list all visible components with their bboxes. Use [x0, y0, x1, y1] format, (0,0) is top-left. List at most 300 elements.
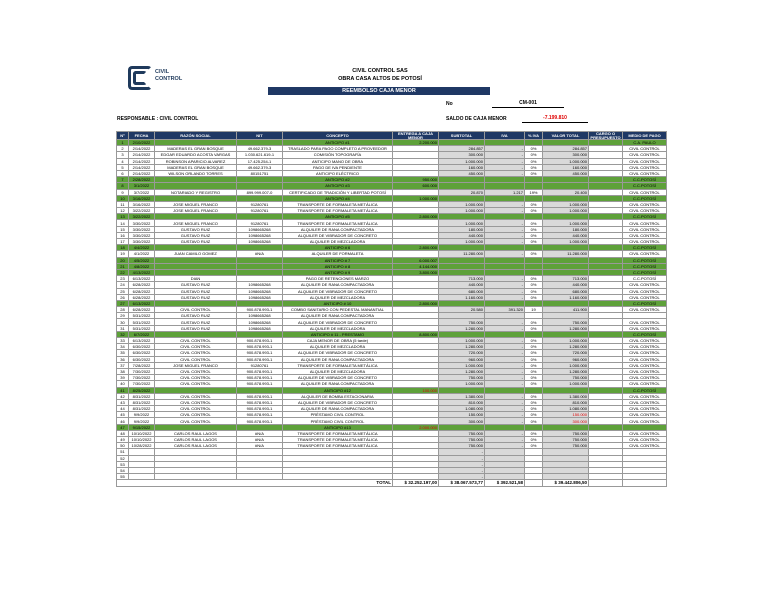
row-nit: 91280761	[237, 201, 283, 207]
row-razon-social: CIVIL CONTROL	[155, 338, 237, 344]
row-nit: 17.425.254-1	[237, 158, 283, 164]
logo-mark-inner	[133, 71, 147, 85]
row-number: 9	[117, 189, 129, 195]
project-name: OBRA CASA ALTOS DE POTOSÍ	[338, 76, 422, 82]
row-subtotal: 20.870	[439, 189, 485, 195]
row-concepto: ALQUILER DE MEZCLADORA	[283, 294, 393, 300]
row-iva: 391.320	[485, 307, 525, 313]
row-date: 3/16/2022	[129, 195, 155, 201]
row-date: 6/13/2022	[129, 300, 155, 306]
row-subtotal: 750.000	[439, 437, 485, 443]
row-concepto: ALQUILER DE RANA COMPACTADORA	[283, 356, 393, 362]
row-nit: 1098665268	[237, 282, 283, 288]
row-medio-pago: C.A. PAULO	[623, 140, 667, 146]
ledger-table	[116, 131, 667, 487]
row-iva: -	[485, 362, 525, 368]
row-concepto: ANTICIPO MANO DE OBRA	[283, 158, 393, 164]
row-concepto: TRASLADO PARA PAGO COMPLETO A PROVEEDOR	[283, 146, 393, 152]
row-date: 2/14/2022	[129, 152, 155, 158]
row-medio-pago: CIVIL CONTROL	[623, 406, 667, 412]
row-iva-percent: 0%	[525, 430, 543, 436]
row-razon-social: DIAN	[155, 276, 237, 282]
row-razon-social: GUSTAVO RUIZ	[155, 319, 237, 325]
row-valor-total: 440.000	[543, 232, 589, 238]
row-razon-social: GUSTAVO RUIZ	[155, 313, 237, 319]
row-iva: -	[485, 232, 525, 238]
row-concepto: ANTICIPO ELÉCTRICO	[283, 170, 393, 176]
row-razon-social: MADERAS EL GRAN BOSQUE	[155, 164, 237, 170]
row-iva: -	[485, 338, 525, 344]
row-medio-pago: CIVIL CONTROL	[623, 412, 667, 418]
row-valor-total: 680.000	[543, 288, 589, 294]
row-entrega: 2.800.000	[393, 245, 439, 251]
row-subtotal: 750.000	[439, 430, 485, 436]
row-medio-pago: CIVIL CONTROL	[623, 288, 667, 294]
row-subtotal: 750.000	[439, 319, 485, 325]
row-medio-pago: CIVIL CONTROL	[623, 294, 667, 300]
row-concepto: TRANSPORTE DE FORMALETA METÁLICA	[283, 362, 393, 368]
row-subtotal: 1.000.000	[439, 338, 485, 344]
row-date: 6/30/2022	[129, 356, 155, 362]
row-valor-total: 180.000	[543, 226, 589, 232]
row-valor-total: 20.400	[543, 189, 589, 195]
row-number: 32	[117, 331, 129, 337]
row-valor-total: 720.000	[543, 350, 589, 356]
row-number: 41	[117, 387, 129, 393]
row-number: 8	[117, 183, 129, 189]
row-iva-percent: 0%	[525, 437, 543, 443]
row-number: 13	[117, 214, 129, 220]
row-subtotal: 11.280.000	[439, 251, 485, 257]
row-concepto: PRÉSTAMO CIVIL CONTROL	[283, 418, 393, 424]
row-medio-pago: CIVIL CONTROL	[623, 282, 667, 288]
row-entrega: 1.000.000	[393, 195, 439, 201]
row-date: 6/7/2022	[129, 331, 155, 337]
row-concepto: ALQUILER DE MEZCLADORA	[283, 344, 393, 350]
row-valor-total: 1.000.000	[543, 381, 589, 387]
row-nit: 1098665268	[237, 288, 283, 294]
row-nit: 1098665268	[237, 232, 283, 238]
row-number: 6	[117, 170, 129, 176]
row-iva: -	[485, 381, 525, 387]
row-iva-percent: 0%	[525, 368, 543, 374]
row-number: 17	[117, 239, 129, 245]
row-iva-percent: 0%	[525, 443, 543, 449]
row-nit: 1098665268	[237, 325, 283, 331]
row-medio-pago: C.C.POTOSÍ	[623, 257, 667, 263]
row-medio-pago: CIVIL CONTROL	[623, 239, 667, 245]
column-header: VALOR TOTAL	[543, 132, 589, 140]
row-date: 10/10/2022	[129, 437, 155, 443]
row-number: 20	[117, 257, 129, 263]
row-date: 6/13/2022	[129, 338, 155, 344]
row-medio-pago: CIVIL CONTROL	[623, 362, 667, 368]
row-iva-percent: 0%	[525, 294, 543, 300]
totals-row	[117, 480, 667, 486]
row-iva: -	[485, 158, 525, 164]
row-date: 4/1/2022	[129, 251, 155, 257]
row-iva-percent: 0%	[525, 288, 543, 294]
row-concepto: ANTICIPO # 6	[283, 245, 393, 251]
row-iva: -	[485, 443, 525, 449]
row-number: 54	[117, 467, 129, 473]
row-concepto: PAGO DE RETENCIONES MARZO	[283, 276, 393, 282]
row-medio-pago: C.C.POTOSÍ	[623, 177, 667, 183]
row-iva: -	[485, 239, 525, 245]
row-valor-total: 1.000.000	[543, 362, 589, 368]
row-valor-total: 810.000	[543, 399, 589, 405]
row-entrega: 2.000.000	[393, 424, 439, 430]
row-nit: 900.878.993-1	[237, 338, 283, 344]
row-razon-social: GUSTAVO RUIZ	[155, 288, 237, 294]
column-header: MEDIO DE PAGO	[623, 132, 667, 140]
column-header: % IVA	[525, 132, 543, 140]
row-subtotal: 300.000	[439, 152, 485, 158]
row-number: 5	[117, 164, 129, 170]
row-nit: 900.878.993-1	[237, 381, 283, 387]
row-razon-social: JOSE MIGUEL FRANCO	[155, 362, 237, 368]
row-entrega: 2.200.000	[393, 140, 439, 146]
row-iva-percent: 0%	[525, 350, 543, 356]
row-valor-total: 1.000.000	[543, 220, 589, 226]
row-concepto: ANTICIPO #5	[283, 214, 393, 220]
row-subtotal: -	[439, 461, 485, 467]
row-number: 46	[117, 418, 129, 424]
row-number: 45	[117, 412, 129, 418]
row-medio-pago: CIVIL CONTROL	[623, 232, 667, 238]
row-nit: 900.878.993-1	[237, 368, 283, 374]
row-date: 2/14/2022	[129, 158, 155, 164]
row-nit: 900.878.993-1	[237, 344, 283, 350]
row-valor-total: 450.000	[543, 170, 589, 176]
row-razon-social: MADERAS EL GRAN BOSQUE	[155, 146, 237, 152]
row-subtotal: 1.160.000	[439, 294, 485, 300]
row-valor-total: 1.280.000	[543, 325, 589, 331]
row-valor-total: 750.000	[543, 430, 589, 436]
row-medio-pago: CIVIL CONTROL	[623, 393, 667, 399]
row-razon-social: CIVIL CONTROL	[155, 344, 237, 350]
row-date: 4/4/2022	[129, 245, 155, 251]
row-iva: -	[485, 399, 525, 405]
row-entrega: 2.800.000	[393, 300, 439, 306]
total-iva: $ 392.521,58	[485, 480, 525, 486]
row-valor-total: 960.000	[543, 356, 589, 362]
row-subtotal: -	[439, 455, 485, 461]
column-header: ENTREGA A CAJA MENOR	[393, 132, 439, 140]
row-iva-percent: 0%	[525, 276, 543, 282]
row-number: 53	[117, 461, 129, 467]
row-iva: -	[485, 201, 525, 207]
row-valor-total: 411.900	[543, 307, 589, 313]
column-header: FECHA	[129, 132, 155, 140]
row-nit: 899.999.007-0	[237, 189, 283, 195]
row-subtotal: 160.000	[439, 164, 485, 170]
row-razon-social: CIVIL CONTROL	[155, 350, 237, 356]
row-entrega: 6.000.007	[393, 257, 439, 263]
row-date: 6/28/2022	[129, 282, 155, 288]
row-date: 3/30/2022	[129, 232, 155, 238]
row-subtotal: 720.000	[439, 350, 485, 356]
row-medio-pago: C.C.POTOSÍ	[623, 263, 667, 269]
row-date: 9/15/2022	[129, 424, 155, 430]
row-medio-pago: CIVIL CONTROL	[623, 356, 667, 362]
row-concepto: ALQUILER DE MEZCLADORA	[283, 325, 393, 331]
row-concepto: ANTICIPO #13	[283, 424, 393, 430]
row-medio-pago: CIVIL CONTROL	[623, 344, 667, 350]
row-subtotal: 960.000	[439, 356, 485, 362]
row-medio-pago: CIVIL CONTROL	[623, 251, 667, 257]
row-date: 3/22/2022	[129, 214, 155, 220]
row-subtotal: -	[439, 449, 485, 455]
row-nit: 900.878.993-1	[237, 399, 283, 405]
row-concepto: ALQUILER DE FORMALETA	[283, 251, 393, 257]
row-date: 7/30/2022	[129, 375, 155, 381]
row-nit: #N/A	[237, 430, 283, 436]
row-medio-pago: CIVIL CONTROL	[623, 201, 667, 207]
row-concepto: TRANSPORTE DE FORMALETA METÁLICA	[283, 430, 393, 436]
row-medio-pago: CIVIL CONTROL	[623, 325, 667, 331]
row-concepto: TRANSPORTE DE FORMALETA METÁLICA	[283, 437, 393, 443]
row-concepto: ALQUILER DE VIBRADOR DE CONCRETO	[283, 375, 393, 381]
row-subtotal: 1.000.000	[439, 208, 485, 214]
row-iva: -	[485, 276, 525, 282]
row-subtotal: 750.000	[439, 443, 485, 449]
row-medio-pago: CIVIL CONTROL	[623, 146, 667, 152]
row-medio-pago: CIVIL CONTROL	[623, 443, 667, 449]
row-date: 2/28/2022	[129, 177, 155, 183]
row-razon-social: CIVIL CONTROL	[155, 399, 237, 405]
row-iva: -	[485, 412, 525, 418]
row-number: 51	[117, 449, 129, 455]
row-iva-percent: 0%	[525, 164, 543, 170]
row-medio-pago: CIVIL CONTROL	[623, 220, 667, 226]
row-subtotal: 450.000	[439, 170, 485, 176]
row-iva: -	[485, 208, 525, 214]
row-valor-total: 11.280.000	[543, 251, 589, 257]
row-date: 5/31/2022	[129, 325, 155, 331]
row-concepto: ANTICIPO #12	[283, 387, 393, 393]
row-number: 35	[117, 350, 129, 356]
row-number: 55	[117, 474, 129, 480]
row-number: 30	[117, 319, 129, 325]
row-concepto: ANTICIPO #4	[283, 195, 393, 201]
header-row	[117, 132, 667, 140]
row-iva-percent: 0%	[525, 152, 543, 158]
row-nit: 900.878.993-1	[237, 418, 283, 424]
row-number: 42	[117, 393, 129, 399]
row-subtotal: 150.000	[439, 412, 485, 418]
row-iva-percent: 0%	[525, 239, 543, 245]
row-medio-pago: C.C.POTOSÍ	[623, 387, 667, 393]
row-date: 9/9/2022	[129, 412, 155, 418]
row-number: 21	[117, 263, 129, 269]
row-number: 48	[117, 430, 129, 436]
row-date: 2/14/2022	[129, 170, 155, 176]
row-subtotal: 20.580	[439, 307, 485, 313]
row-entrega: 100.000	[393, 387, 439, 393]
row-nit: 1098665268	[237, 294, 283, 300]
row-nit: 1098665268	[237, 313, 283, 319]
row-iva: -	[485, 152, 525, 158]
row-date: 8/31/2022	[129, 406, 155, 412]
row-razon-social: JUAN CAMILO GOMEZ	[155, 251, 237, 257]
row-razon-social: ROBINSON APARICIO ALVAREZ	[155, 158, 237, 164]
row-number: 34	[117, 344, 129, 350]
row-subtotal: 284.857	[439, 146, 485, 152]
row-iva-percent: 0%	[525, 362, 543, 368]
row-number: 3	[117, 152, 129, 158]
row-date: 5/31/2022	[129, 319, 155, 325]
row-date: 6/30/2022	[129, 350, 155, 356]
row-number: 14	[117, 220, 129, 226]
row-subtotal: 1.000.000	[439, 158, 485, 164]
row-entrega: 600.000	[393, 183, 439, 189]
row-concepto: ALQUILER DE MEZCLADORA	[283, 368, 393, 374]
row-iva-percent: 0%	[525, 381, 543, 387]
row-valor-total: 284.857	[543, 146, 589, 152]
row-date: 6/28/2022	[129, 288, 155, 294]
row-concepto: ALQUILER DE RANA COMPACTADORA	[283, 381, 393, 387]
row-subtotal: 1.280.000	[439, 344, 485, 350]
row-nit: #N/A	[237, 443, 283, 449]
row-concepto: ALQUILER DE BOMBA ESTACIONARIA	[283, 393, 393, 399]
row-concepto: PRÉSTAMO CIVIL CONTROL	[283, 412, 393, 418]
column-header: SUBTOTAL	[439, 132, 485, 140]
document-number: CM-001	[492, 100, 564, 108]
row-number: 38	[117, 368, 129, 374]
row-date: 8/25/2022	[129, 387, 155, 393]
row-number: 50	[117, 443, 129, 449]
row-concepto: TRANSPORTE DE FORMALETA METÁLICA	[283, 208, 393, 214]
row-razon-social: CARLOS RAUL LAGOS	[155, 443, 237, 449]
row-number: 31	[117, 325, 129, 331]
row-medio-pago: C.C.POTOSÍ	[623, 300, 667, 306]
row-razon-social: CIVIL CONTROL	[155, 356, 237, 362]
row-valor-total: 1.380.000	[543, 393, 589, 399]
row-medio-pago: C.C.POTOSÍ	[623, 245, 667, 251]
row-number: 24	[117, 282, 129, 288]
row-iva: -	[485, 356, 525, 362]
row-valor-total: 160.000	[543, 164, 589, 170]
row-subtotal: 750.000	[439, 375, 485, 381]
column-header: RAZÓN SOCIAL	[155, 132, 237, 140]
row-number: 28	[117, 307, 129, 313]
row-iva: -	[485, 437, 525, 443]
row-iva-percent: 0%	[525, 170, 543, 176]
row-subtotal: 1.080.000	[439, 406, 485, 412]
row-number: 16	[117, 232, 129, 238]
column-header: CONCEPTO	[283, 132, 393, 140]
row-medio-pago: C.C.POTOSÍ	[623, 183, 667, 189]
row-number: 27	[117, 300, 129, 306]
row-iva: -	[485, 251, 525, 257]
row-date: 7/28/2022	[129, 362, 155, 368]
column-header: CARGO O PRESUPUESTO	[590, 131, 621, 140]
row-iva-percent: 0%	[525, 146, 543, 152]
row-razon-social: CARLOS RAUL LAGOS	[155, 437, 237, 443]
row-medio-pago: CIVIL CONTROL	[623, 368, 667, 374]
total-label: TOTAL	[117, 480, 393, 486]
row-date: 8/31/2022	[129, 399, 155, 405]
row-iva-percent: 0%	[525, 251, 543, 257]
row-concepto: ALQUILER DE VIBRADOR DE CONCRETO	[283, 350, 393, 356]
row-date: 3/7/2022	[129, 189, 155, 195]
row-medio-pago: CIVIL CONTROL	[623, 226, 667, 232]
row-medio-pago: CIVIL CONTROL	[623, 208, 667, 214]
row-date: 7/30/2022	[129, 381, 155, 387]
row-iva: -	[485, 288, 525, 294]
row-razon-social: CIVIL CONTROL	[155, 381, 237, 387]
row-iva-percent: 0%	[525, 201, 543, 207]
column-header: IVA	[485, 132, 525, 140]
row-nit: 91280761	[237, 362, 283, 368]
row-iva: -	[485, 418, 525, 424]
row-valor-total: 300.000	[543, 418, 589, 424]
row-medio-pago: CIVIL CONTROL	[623, 170, 667, 176]
row-date: 3/30/2022	[129, 226, 155, 232]
row-valor-total: 750.000	[543, 375, 589, 381]
row-date: 6/28/2022	[129, 294, 155, 300]
row-iva: -	[485, 164, 525, 170]
row-medio-pago: CIVIL CONTROL	[623, 430, 667, 436]
logo-text: CIVIL CONTROL	[155, 69, 183, 82]
row-date: 3/30/2022	[129, 220, 155, 226]
row-concepto: ALQUILER DE VIBRADOR DE CONCRETO	[283, 288, 393, 294]
row-valor-total: 440.000	[543, 282, 589, 288]
row-iva-percent: 0%	[525, 325, 543, 331]
row-concepto: ALQUILER DE VIBRADOR DE CONCRETO	[283, 232, 393, 238]
row-date: 6/13/2022	[129, 276, 155, 282]
row-iva-percent: 0%	[525, 356, 543, 362]
row-iva-percent: 0%	[525, 226, 543, 232]
row-medio-pago: C.C.POTOSÍ	[623, 214, 667, 220]
row-medio-pago: C.C.POTOSÍ	[623, 195, 667, 201]
row-number: 33	[117, 338, 129, 344]
row-iva: 1.217	[485, 189, 525, 195]
row-nit: 80151751	[237, 170, 283, 176]
row-number: 29	[117, 313, 129, 319]
row-entrega: 8.800.000	[393, 331, 439, 337]
row-iva-percent: 0%	[525, 220, 543, 226]
row-iva: -	[485, 406, 525, 412]
row-medio-pago: CIVIL CONTROL	[623, 399, 667, 405]
row-valor-total: 1.160.000	[543, 294, 589, 300]
row-subtotal: 1.000.000	[439, 362, 485, 368]
row-nit: 900.878.993-1	[237, 350, 283, 356]
row-iva-percent: 19	[525, 307, 543, 313]
row-subtotal: 1.000.000	[439, 381, 485, 387]
row-nit: 900.878.993-1	[237, 406, 283, 412]
row-concepto: COMISIÓN TOPOGRAFÍA	[283, 152, 393, 158]
row-date: 8/31/2022	[129, 393, 155, 399]
row-concepto: ANTICIPO #2	[283, 177, 393, 183]
row-concepto: ANTICIPO # 8	[283, 263, 393, 269]
row-subtotal: 1.000.000	[439, 239, 485, 245]
row-iva: -	[485, 294, 525, 300]
total-valor: $ 39.442.806,50	[543, 480, 589, 486]
row-iva-percent: 0%	[525, 412, 543, 418]
row-razon-social: JOSE MIGUEL FRANCO	[155, 201, 237, 207]
row-date: 3/16/2022	[129, 201, 155, 207]
row-number: 7	[117, 177, 129, 183]
row-number: 15	[117, 226, 129, 232]
row-nit: 900.878.993-1	[237, 393, 283, 399]
row-number: 1	[117, 140, 129, 146]
row-valor-total: 1.000.000	[543, 201, 589, 207]
row-number: 25	[117, 288, 129, 294]
row-date: 2/10/2022	[129, 140, 155, 146]
row-medio-pago: CIVIL CONTROL	[623, 189, 667, 195]
